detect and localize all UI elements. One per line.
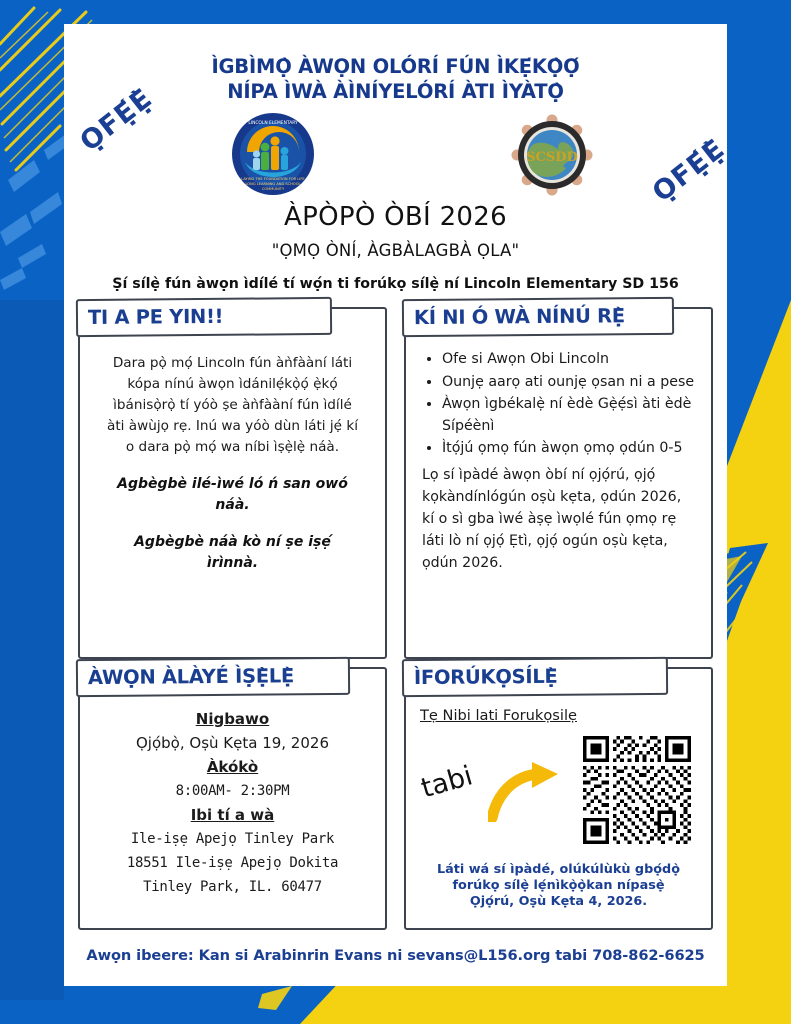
- whats-inside-card-tab-label: KÍ NI Ó WÀ NÍNÚ RẸ̀: [413, 304, 625, 330]
- whats-inside-card-tab: [402, 297, 674, 337]
- venue-address-line2: Tinley Park, IL. 60477: [143, 879, 322, 895]
- whats-inside-card: [404, 304, 713, 659]
- svg-text:LAYING THE FOUNDATION FOR LIFE: LAYING THE FOUNDATION FOR LIFE: [241, 177, 305, 181]
- eligibility-note: Ṣí sílẹ̀ fún àwọn ìdílé tí wọ́n ti forúkọ sílẹ̀ ní Lincoln Elementary SD 156: [112, 276, 679, 292]
- or-label: tabi: [417, 760, 477, 805]
- list-item: • Àwọn ìgbékalẹ̀ ní èdè Gẹ̀ẹ́sì àti èdè Sípéènì: [442, 394, 697, 437]
- invite-card-tab: [76, 297, 332, 337]
- registration-card-tab: [402, 657, 668, 697]
- svg-text:LONG LEARNING AND SCHOOL: LONG LEARNING AND SCHOOL: [245, 182, 301, 186]
- whats-inside-list: [416, 349, 701, 460]
- event-motto: "ỌMỌ ÒNÍ, ÀGBÀLAGBÀ ỌLA": [271, 241, 520, 260]
- curved-arrow-icon: [488, 760, 562, 826]
- list-item: • Ofe si Awọn Obi Lincoln: [442, 349, 697, 371]
- lincoln-school-district-logo: [231, 112, 315, 196]
- list-item: • Ounjẹ aarọ ati ounjẹ ọsan ni a pese: [442, 372, 697, 394]
- invite-paragraph: Dara pọ̀ mọ́ Lincoln fún àǹfààní láti kópa nínú àwọn ìdánilẹ́kọ̀ọ́ ẹ̀kọ́ ìbánisọ̀rọ̀ tí yóò ṣe àǹfààní fún ìdílé àti àwùjọ rẹ. Inú wa yóò dùn láti jẹ́ kí o dara pọ̀ mọ́ wa níbi ìṣẹ̀lẹ̀ náà.: [107, 355, 358, 455]
- event-details-card-tab: [76, 657, 350, 697]
- event-title: ÀPÒPÒ ÒBÍ 2026: [284, 202, 507, 232]
- registration-deadline: [416, 862, 701, 910]
- registration-card-tab-label: ÌFORÚKỌSÍLẸ̀: [413, 664, 558, 690]
- card-grid: [64, 304, 727, 930]
- free-badge-left: ỌFẸ́Ẹ̀: [74, 82, 159, 158]
- time-label: Àkókò: [206, 758, 259, 776]
- card-row-2: [78, 664, 713, 930]
- event-details-body: [90, 707, 375, 899]
- time-value: 8:00AM- 2:30PM: [175, 783, 290, 799]
- invite-card-tab-label: TI A PE YIN!!: [87, 304, 224, 330]
- svg-text:LINCOLN ELEMENTARY: LINCOLN ELEMENTARY: [248, 121, 298, 126]
- qr-zone: [416, 730, 701, 858]
- venue-address-line1: 18551 Ile-iṣẹ Apejọ Dokita: [126, 855, 339, 871]
- when-label: Nigbawo: [195, 710, 270, 728]
- invite-note-transport: Agbègbè náà kò ní ṣe iṣẹ́ ìrìnnà.: [134, 534, 331, 571]
- page-title: [64, 24, 727, 104]
- registration-card: [404, 664, 713, 930]
- scsdd-logo: [508, 112, 596, 198]
- where-label: Ibi tí a wà: [190, 806, 275, 824]
- tap-here-link[interactable]: Tẹ Nibi lati Forukọsilẹ: [420, 707, 577, 724]
- page-title-line2: NÍPA ÌWÀ ÀÌNÍYELÓRÍ ÀTI ÌYÀTỌ̀: [227, 80, 564, 103]
- invite-note-cost: Agbègbè ilé-ìwé ló ń san owó náà.: [117, 476, 348, 513]
- list-item: • Ìtọ́jú ọmọ fún àwọn ọmọ ọdún 0-5: [442, 438, 697, 460]
- page-title-line1: ÌGBÌMỌ̀ ÀWỌN OLÓRÍ FÚN ÌKẸ́KỌ̀Ọ́: [211, 55, 580, 78]
- venue-name: Ile-iṣẹ Apejọ Tinley Park: [130, 831, 335, 847]
- contact-footer: Awọn ibeere: Kan si Arabinrin Evans ni sevans@L156.org tabi 708-862-6625: [86, 947, 705, 964]
- registration-deadline-line2: forúkọ sílẹ̀ lẹ́nìkọ̀ọ̀kan nípasẹ̀: [452, 878, 665, 893]
- event-details-card: [78, 664, 387, 930]
- when-value: Ọjọ́bọ̀, Oṣù Kẹta 19, 2026: [136, 734, 329, 752]
- svg-text:SCSDD: SCSDD: [526, 150, 578, 165]
- event-details-card-tab-label: ÀWỌN ÀLÀYÉ ÌṢẸ̀LẸ̀: [87, 664, 295, 690]
- qr-code[interactable]: [583, 736, 691, 848]
- whats-inside-paragraph: Lọ sí ìpàdé àwọn òbí ní ọjọ́rú, ọjọ́ kọkàndínlógún oṣù kẹta, ọdún 2026, kí o sì gba ìwé àṣẹ ìwọlé fún ọmọ rẹ láti lò ní ọjọ́ Ẹtì, ọjọ́ ogún oṣù kẹta, ọdún 2026.: [422, 466, 682, 571]
- svg-text:COMMUNITY: COMMUNITY: [261, 187, 285, 191]
- registration-deadline-line3: Ọjọ́rú, Oṣù Kẹta 4, 2026.: [469, 894, 648, 909]
- free-badge-right: ỌFẸ́Ẹ̀: [646, 133, 731, 209]
- card-row-1: [78, 304, 713, 659]
- invite-card: [78, 304, 387, 659]
- registration-deadline-line1: Láti wá sí ìpàdé, olúkúlùkù gbọ́dọ̀: [436, 862, 680, 877]
- flyer-sheet: [64, 24, 731, 986]
